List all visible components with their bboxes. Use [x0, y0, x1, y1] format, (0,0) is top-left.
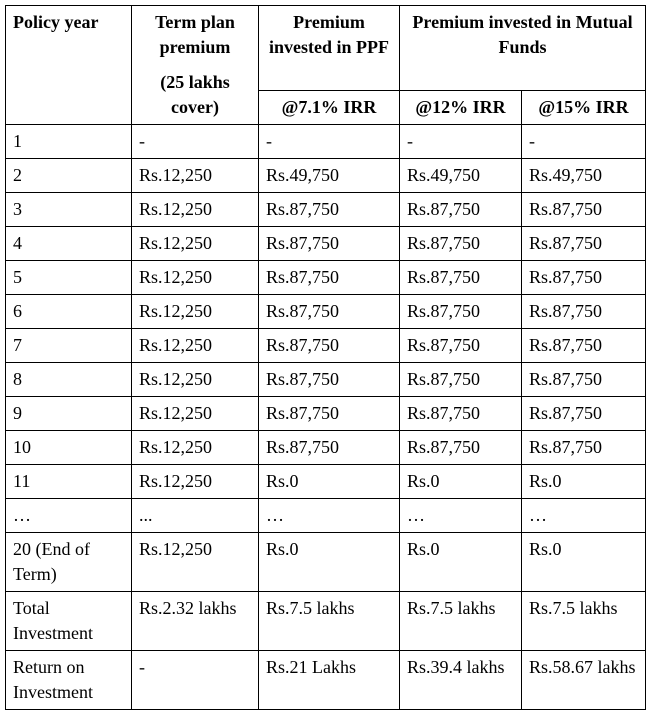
- cell-year: 8: [6, 363, 132, 397]
- cell-term: Rs.12,250: [132, 329, 259, 363]
- cell-term: Rs.12,250: [132, 227, 259, 261]
- cell-mf12: Rs.87,750: [400, 431, 522, 465]
- cell-ppf: Rs.87,750: [259, 363, 400, 397]
- table-row: [6, 227, 646, 261]
- table-row: [6, 261, 646, 295]
- cell-ppf: Rs.87,750: [259, 431, 400, 465]
- cell-year: 6: [6, 295, 132, 329]
- cell-ppf: Rs.87,750: [259, 261, 400, 295]
- cell-year: Total Investment: [6, 592, 132, 651]
- cell-term: Rs.12,250: [132, 363, 259, 397]
- cell-ppf: Rs.49,750: [259, 159, 400, 193]
- subheader-ppf-irr: @7.1% IRR: [259, 90, 400, 124]
- cell-mf12: Rs.87,750: [400, 397, 522, 431]
- header-row: [6, 6, 646, 91]
- cell-mf12: Rs.87,750: [400, 363, 522, 397]
- cell-mf15: …: [522, 499, 646, 533]
- cell-term: ...: [132, 499, 259, 533]
- cell-ppf: …: [259, 499, 400, 533]
- cell-year: …: [6, 499, 132, 533]
- cell-mf12: Rs.87,750: [400, 261, 522, 295]
- header-mutual-funds: Premium invested in Mutual Funds: [400, 6, 646, 91]
- cell-term: Rs.12,250: [132, 193, 259, 227]
- table-row: [6, 159, 646, 193]
- cell-ppf: -: [259, 125, 400, 159]
- cell-year: 7: [6, 329, 132, 363]
- table-row: [6, 397, 646, 431]
- cell-ppf: Rs.0: [259, 533, 400, 592]
- cell-mf15: Rs.7.5 lakhs: [522, 592, 646, 651]
- cell-year: 2: [6, 159, 132, 193]
- cell-mf12: Rs.87,750: [400, 295, 522, 329]
- cell-mf15: Rs.87,750: [522, 363, 646, 397]
- cell-year: Return on Investment: [6, 651, 132, 710]
- cell-year: 9: [6, 397, 132, 431]
- header-term-plan-title: Term plan premium: [155, 12, 235, 57]
- table-row: [6, 533, 646, 592]
- subheader-mf-15-irr: @15% IRR: [522, 90, 646, 124]
- cell-ppf: Rs.87,750: [259, 329, 400, 363]
- cell-year: 4: [6, 227, 132, 261]
- cell-mf15: Rs.87,750: [522, 431, 646, 465]
- cell-mf12: Rs.0: [400, 533, 522, 592]
- cell-mf15: Rs.58.67 lakhs: [522, 651, 646, 710]
- cell-mf12: Rs.0: [400, 465, 522, 499]
- cell-term: Rs.12,250: [132, 465, 259, 499]
- cell-mf12: Rs.39.4 lakhs: [400, 651, 522, 710]
- cell-year: 20 (End of Term): [6, 533, 132, 592]
- cell-mf15: Rs.87,750: [522, 193, 646, 227]
- header-policy-year: Policy year: [6, 6, 132, 125]
- cell-term: Rs.12,250: [132, 159, 259, 193]
- cell-mf15: Rs.49,750: [522, 159, 646, 193]
- cell-ppf: Rs.87,750: [259, 227, 400, 261]
- table-row: [6, 193, 646, 227]
- cell-mf12: Rs.7.5 lakhs: [400, 592, 522, 651]
- header-ppf: Premium invested in PPF: [259, 6, 400, 91]
- table-row: [6, 651, 646, 710]
- cell-mf12: Rs.87,750: [400, 193, 522, 227]
- cell-ppf: Rs.7.5 lakhs: [259, 592, 400, 651]
- cell-mf15: Rs.87,750: [522, 261, 646, 295]
- table-row: [6, 295, 646, 329]
- subheader-mf-12-irr: @12% IRR: [400, 90, 522, 124]
- cell-mf15: Rs.87,750: [522, 295, 646, 329]
- table-row: [6, 329, 646, 363]
- cell-term: -: [132, 651, 259, 710]
- cell-mf15: Rs.0: [522, 533, 646, 592]
- cell-mf15: Rs.0: [522, 465, 646, 499]
- cell-term: Rs.12,250: [132, 397, 259, 431]
- premium-comparison-table: [5, 5, 646, 710]
- cell-ppf: Rs.87,750: [259, 295, 400, 329]
- cell-mf12: -: [400, 125, 522, 159]
- cell-mf15: Rs.87,750: [522, 227, 646, 261]
- cell-year: 10: [6, 431, 132, 465]
- cell-mf12: …: [400, 499, 522, 533]
- cell-term: Rs.12,250: [132, 431, 259, 465]
- cell-ppf: Rs.87,750: [259, 397, 400, 431]
- table-row: [6, 592, 646, 651]
- cell-term: Rs.12,250: [132, 295, 259, 329]
- cell-year: 1: [6, 125, 132, 159]
- header-term-plan-cover: (25 lakhs cover): [160, 72, 230, 117]
- cell-mf15: -: [522, 125, 646, 159]
- cell-term: -: [132, 125, 259, 159]
- cell-mf12: Rs.87,750: [400, 329, 522, 363]
- cell-ppf: Rs.87,750: [259, 193, 400, 227]
- table-row: [6, 499, 646, 533]
- cell-term: Rs.12,250: [132, 261, 259, 295]
- table-row: [6, 363, 646, 397]
- cell-mf12: Rs.87,750: [400, 227, 522, 261]
- cell-ppf: Rs.0: [259, 465, 400, 499]
- cell-year: 11: [6, 465, 132, 499]
- table-row: [6, 431, 646, 465]
- cell-mf12: Rs.49,750: [400, 159, 522, 193]
- header-term-plan-premium: [132, 6, 259, 125]
- cell-term: Rs.2.32 lakhs: [132, 592, 259, 651]
- table-row: [6, 465, 646, 499]
- cell-year: 5: [6, 261, 132, 295]
- cell-mf15: Rs.87,750: [522, 329, 646, 363]
- cell-year: 3: [6, 193, 132, 227]
- cell-mf15: Rs.87,750: [522, 397, 646, 431]
- table-row: [6, 125, 646, 159]
- cell-term: Rs.12,250: [132, 533, 259, 592]
- cell-ppf: Rs.21 Lakhs: [259, 651, 400, 710]
